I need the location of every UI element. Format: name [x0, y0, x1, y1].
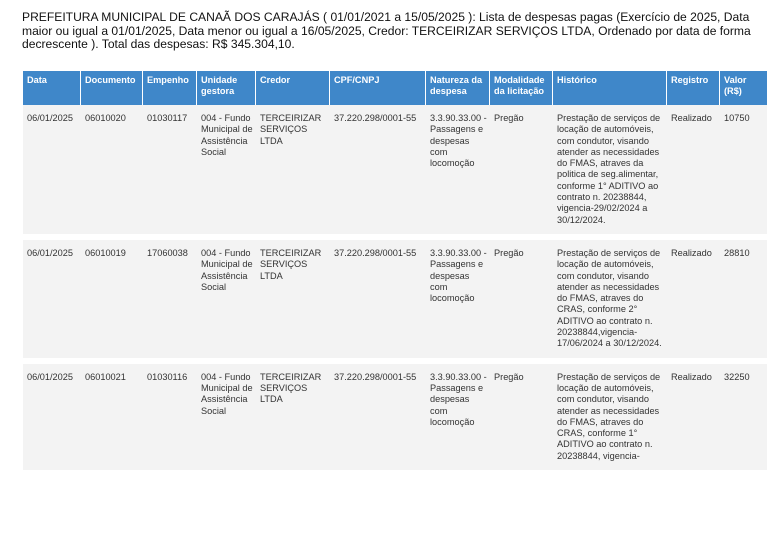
cell-modalidade: Pregão	[490, 240, 553, 364]
cell-natureza: 3.3.90.33.00 - Passagens e despesas com locomoção	[426, 240, 490, 364]
cell-unidade: 004 - Fundo Municipal de Assistência Social	[197, 364, 256, 476]
cell-modalidade: Pregão	[490, 364, 553, 476]
col-header-unidade[interactable]: Unidade gestora	[197, 71, 256, 105]
cell-data: 06/01/2025	[23, 364, 81, 476]
cell-data: 06/01/2025	[23, 240, 81, 364]
cell-registro: Realizado	[667, 240, 720, 364]
cell-historico: Prestação de serviços de locação de automóveis, com condutor, visando atender as necessidades do FMAS, atraves do CRAS, conforme 1° ADITIVO ao contrato n. 20238844, vigencia-	[553, 364, 667, 476]
cell-cpf: 37.220.298/0001-55	[330, 105, 426, 240]
cell-valor: 28810	[720, 240, 767, 364]
cell-valor: 10750	[720, 105, 767, 240]
report-title: PREFEITURA MUNICIPAL DE CANAÃ DOS CARAJÁS ( 01/01/2021 a 15/05/2025 ): Lista de despesas pagas (Exercício de 2025, Data maior ou igual a 01/01/2025, Data menor ou igual a 16/05/2025, Credor: TERCEIRIZAR SERVIÇOS LTDA, Ordenado por data de forma decrescente ). Total das despesas: R$ 345.304,10.	[22, 10, 751, 52]
cell-modalidade: Pregão	[490, 105, 553, 240]
col-header-modalidade[interactable]: Modalidade da licitação	[490, 71, 553, 105]
cell-documento: 06010021	[81, 364, 143, 476]
cell-empenho: 17060038	[143, 240, 197, 364]
col-header-data[interactable]: Data	[23, 71, 81, 105]
cell-documento: 06010019	[81, 240, 143, 364]
cell-credor: TERCEIRIZAR SERVIÇOS LTDA	[256, 364, 330, 476]
table-row[interactable]	[23, 105, 767, 240]
col-header-cpf[interactable]: CPF/CNPJ	[330, 71, 426, 105]
table-row[interactable]	[23, 364, 767, 476]
col-header-empenho[interactable]: Empenho	[143, 71, 197, 105]
cell-natureza: 3.3.90.33.00 - Passagens e despesas com locomoção	[426, 105, 490, 240]
cell-valor: 32250	[720, 364, 767, 476]
table-header-row	[23, 71, 767, 105]
table-row[interactable]	[23, 240, 767, 364]
col-header-historico[interactable]: Histórico	[553, 71, 667, 105]
cell-registro: Realizado	[667, 105, 720, 240]
cell-historico: Prestação de serviços de locação de automóveis, com condutor, visando atender as necessidades do FMAS, atraves da politica de seg.alimentar, conforme 1° ADITIVO ao contrato n. 20238844, vigencia-29/02/2024 a 30/12/2024.	[553, 105, 667, 240]
cell-credor: TERCEIRIZAR SERVIÇOS LTDA	[256, 105, 330, 240]
col-header-registro[interactable]: Registro	[667, 71, 720, 105]
cell-data: 06/01/2025	[23, 105, 81, 240]
cell-cpf: 37.220.298/0001-55	[330, 240, 426, 364]
col-header-documento[interactable]: Documento	[81, 71, 143, 105]
cell-empenho: 01030116	[143, 364, 197, 476]
cell-credor: TERCEIRIZAR SERVIÇOS LTDA	[256, 240, 330, 364]
col-header-natureza[interactable]: Natureza da despesa	[426, 71, 490, 105]
expenses-table-container	[23, 71, 767, 476]
col-header-valor[interactable]: Valor (R$)	[720, 71, 767, 105]
expenses-table	[23, 71, 767, 476]
cell-natureza: 3.3.90.33.00 - Passagens e despesas com locomoção	[426, 364, 490, 476]
cell-registro: Realizado	[667, 364, 720, 476]
cell-empenho: 01030117	[143, 105, 197, 240]
cell-documento: 06010020	[81, 105, 143, 240]
cell-unidade: 004 - Fundo Municipal de Assistência Social	[197, 240, 256, 364]
cell-historico: Prestação de serviços de locação de automóveis, com condutor, visando atender as necessidades do FMAS, atraves do CRAS, conforme 2° ADITIVO ao contrato n. 20238844,vigencia-17/06/2024 a 30/12/2024.	[553, 240, 667, 364]
cell-unidade: 004 - Fundo Municipal de Assistência Social	[197, 105, 256, 240]
col-header-credor[interactable]: Credor	[256, 71, 330, 105]
cell-cpf: 37.220.298/0001-55	[330, 364, 426, 476]
